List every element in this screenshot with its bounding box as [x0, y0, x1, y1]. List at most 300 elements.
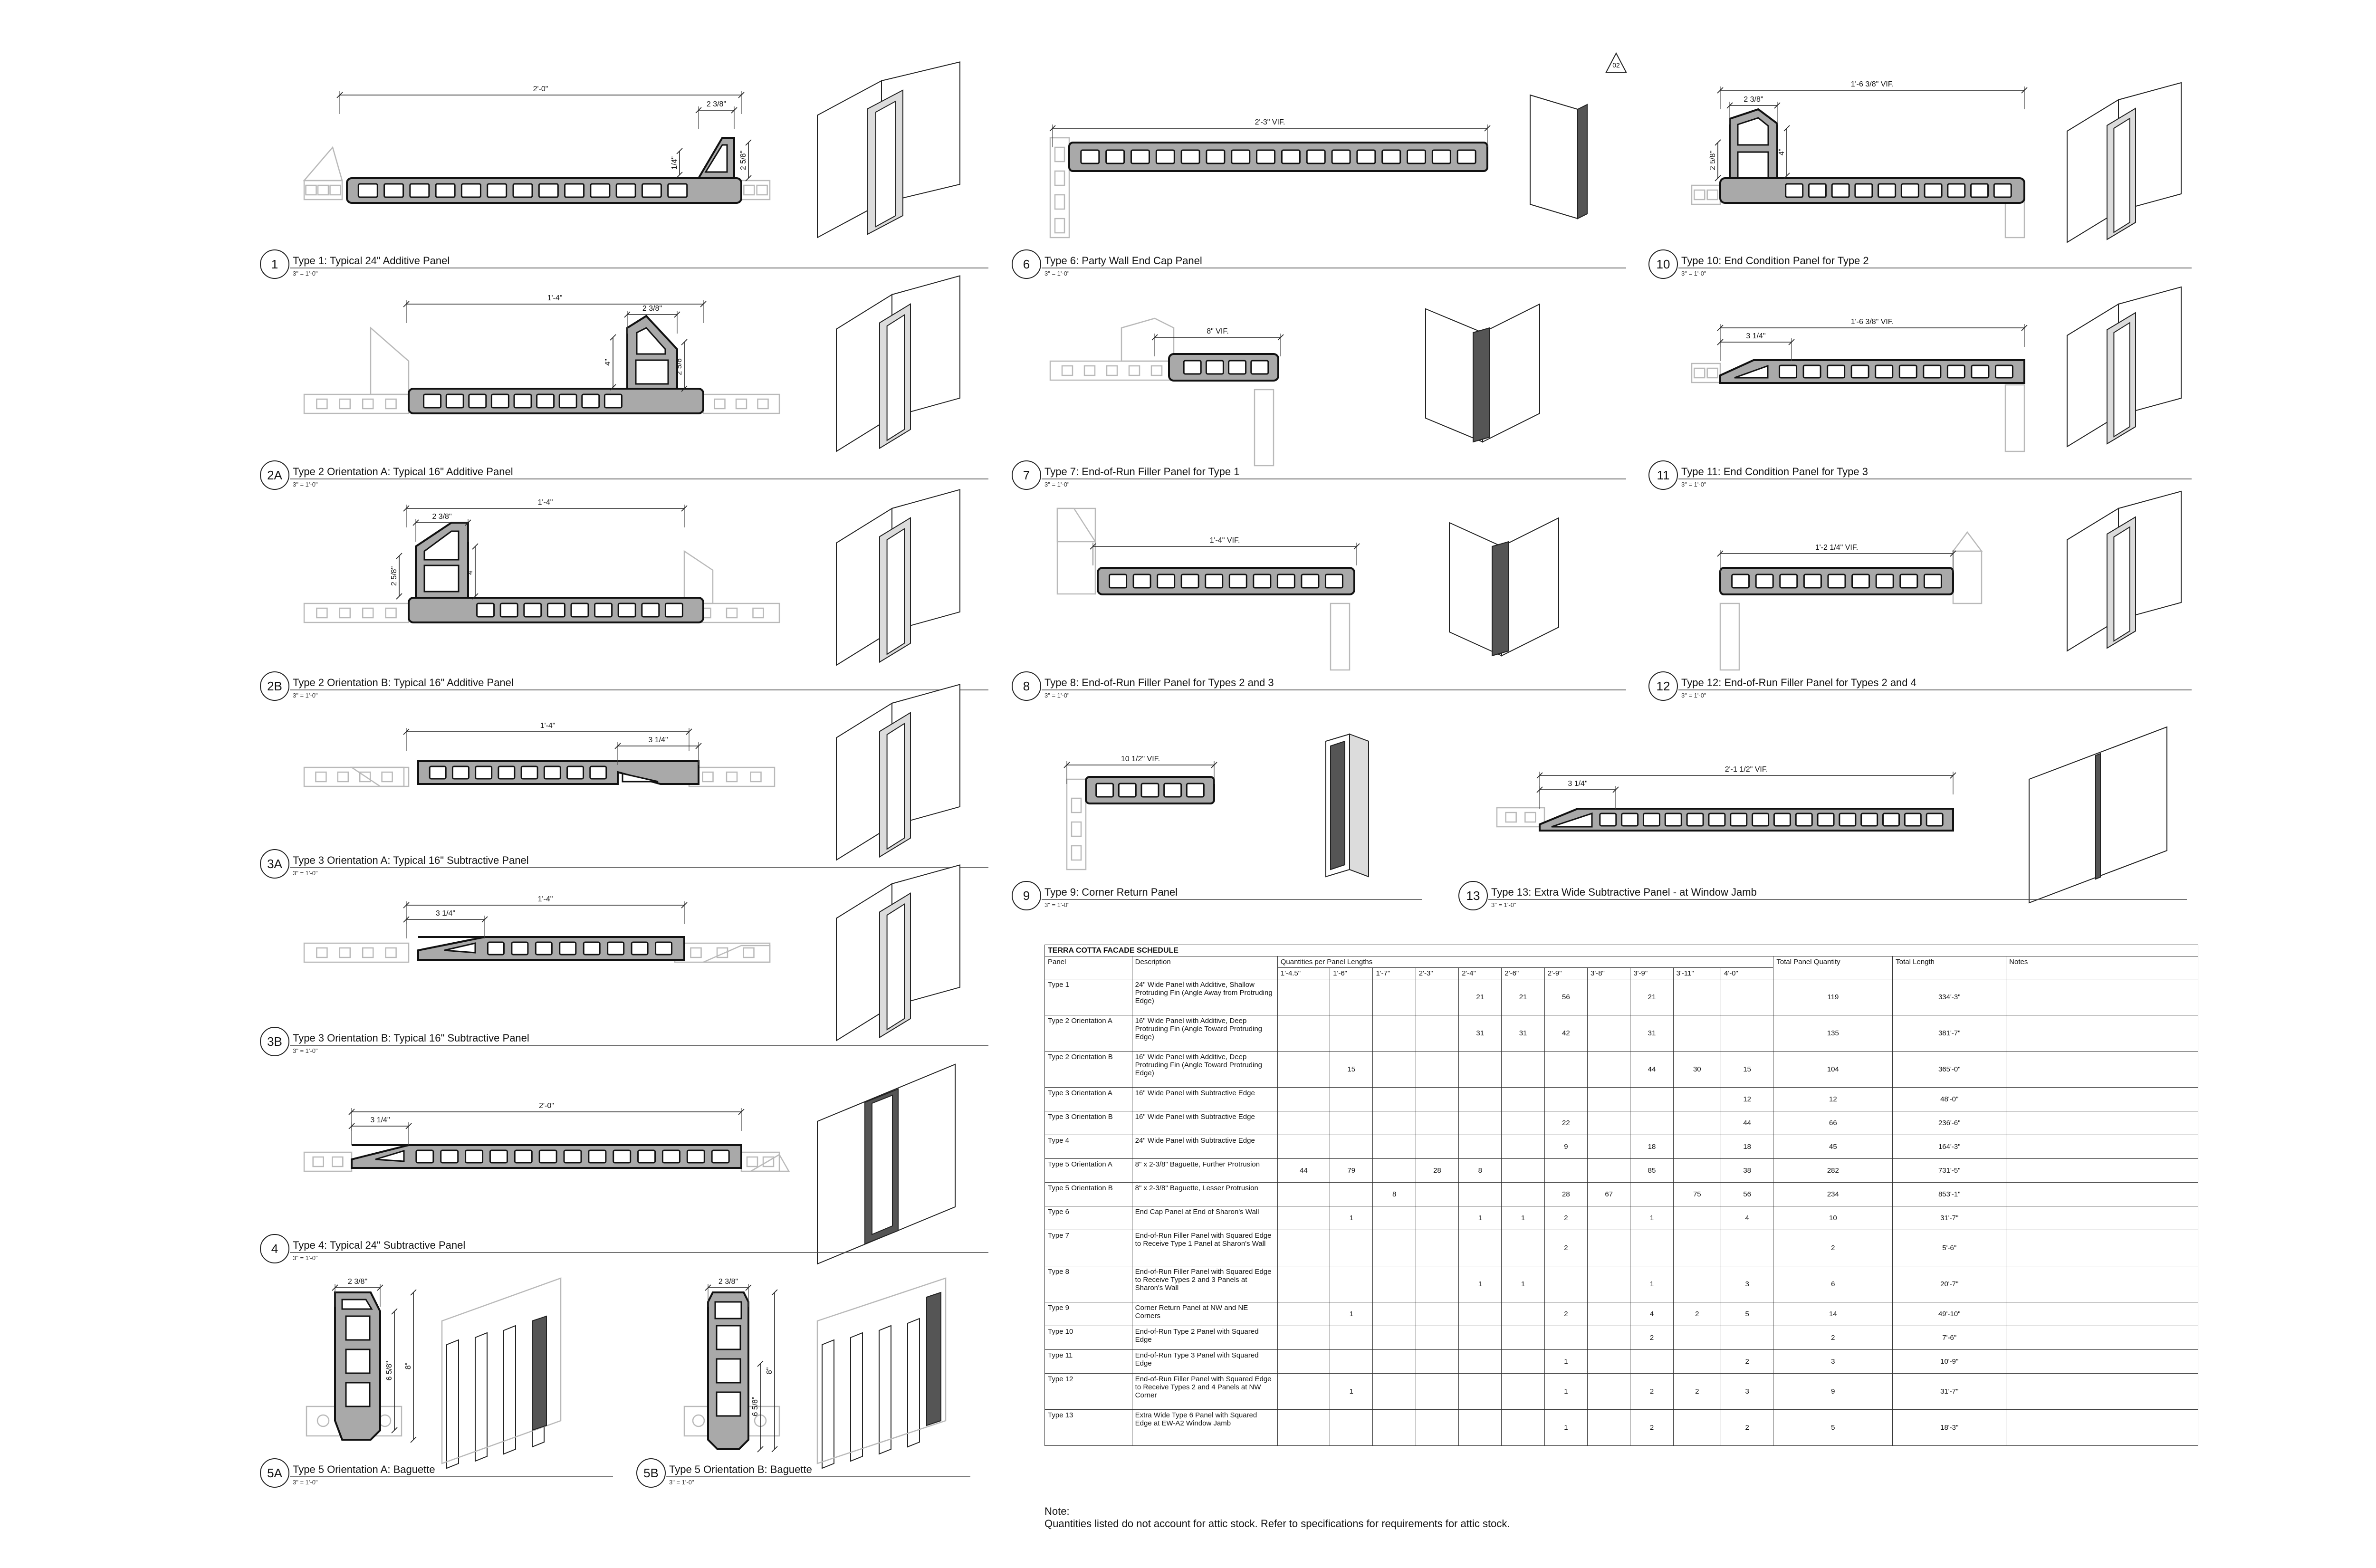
panel-cell: [488, 942, 504, 955]
detail-title: Type 3 Orientation A: Typical 16" Subtractive Panel: [293, 854, 529, 866]
dimension-label: 8" VIF.: [1207, 327, 1229, 335]
row-quantity: 1: [1544, 1350, 1587, 1374]
panel-cell: [1876, 365, 1893, 378]
row-panel: Type 2 Orientation A: [1045, 1015, 1132, 1052]
dimension-label: 1'-4": [537, 498, 553, 507]
panel-cell: [1861, 813, 1878, 826]
row-quantity: [1373, 1230, 1416, 1266]
row-quantity: [1502, 1350, 1544, 1374]
detail-5a: [260, 1278, 613, 1487]
row-quantity: [1673, 1111, 1721, 1135]
panel-cell: [1156, 150, 1174, 163]
adjacent-panel-ghost: [304, 394, 409, 413]
panel-cell: [1158, 574, 1175, 588]
dimension-label: 3 1/4": [370, 1116, 390, 1124]
row-quantity: [1673, 1206, 1721, 1230]
row-quantity: [1588, 1206, 1630, 1230]
panel-cell: [1096, 784, 1113, 797]
row-quantity: [1373, 1135, 1416, 1159]
row-quantity: [1277, 1230, 1330, 1266]
row-quantity: 2: [1673, 1302, 1721, 1326]
row-description: Extra Wide Type 6 Panel with Squared Edge at EW-A2 Window Jamb: [1132, 1410, 1277, 1446]
row-panel: Type 6: [1045, 1206, 1132, 1230]
panel-cell: [638, 1150, 655, 1163]
detail-11: [1649, 287, 2192, 489]
adjacent-panel-ghost: [304, 943, 409, 962]
panel-cell: [477, 603, 494, 617]
panel-cell: [1994, 184, 2011, 197]
detail-number: 2B: [267, 679, 282, 693]
row-quantity: [1673, 1015, 1721, 1052]
panel-cell: [1357, 150, 1375, 163]
panel-cell: [1883, 813, 1899, 826]
dimension-label: 1/4": [671, 156, 679, 170]
panel-cell: [512, 942, 528, 955]
row-quantity: 2: [1721, 1410, 1773, 1446]
row-notes: [2006, 1266, 2198, 1302]
panel-cell: [662, 1150, 680, 1163]
row-quantity: 56: [1544, 979, 1587, 1015]
row-quantity: [1544, 1326, 1587, 1350]
adjacent-panel-ghost: [741, 181, 770, 200]
length-header-3: 2'-3": [1416, 968, 1458, 979]
row-total-quantity: 2: [1773, 1326, 1893, 1350]
detail-title: Type 6: Party Wall End Cap Panel: [1044, 255, 1202, 267]
row-quantity: [1416, 1183, 1458, 1206]
detail-title: Type 9: Corner Return Panel: [1044, 886, 1178, 898]
panel-cell: [446, 394, 463, 408]
row-quantity: 2: [1544, 1206, 1587, 1230]
row-quantity: [1330, 1326, 1373, 1350]
row-panel: Type 3 Orientation B: [1045, 1111, 1132, 1135]
detail-1: [260, 62, 988, 278]
row-quantity: 2: [1673, 1374, 1721, 1410]
dimension-label: 2'-0": [539, 1102, 554, 1110]
row-description: 16" Wide Panel with Subtractive Edge: [1132, 1111, 1277, 1135]
row-total-quantity: 6: [1773, 1266, 1893, 1302]
adjacent-panel-ghost: [304, 767, 404, 786]
detail-number: 10: [1656, 257, 1670, 271]
panel-cell: [513, 184, 532, 197]
row-quantity: [1373, 1326, 1416, 1350]
row-quantity: [1459, 1374, 1502, 1410]
row-quantity: [1277, 979, 1330, 1015]
row-panel: Type 8: [1045, 1266, 1132, 1302]
row-quantity: [1330, 1350, 1373, 1374]
schedule-row: [1045, 1266, 2198, 1302]
row-quantity: 21: [1630, 979, 1673, 1015]
panel-cell: [1081, 150, 1099, 163]
dimension-label: 4": [466, 568, 474, 575]
row-description: 24" Wide Panel with Additive, Shallow Protruding Fin (Angle Away from Protruding Edge): [1132, 979, 1277, 1015]
schedule-header-quantities: Quantities per Panel Lengths: [1277, 956, 1773, 968]
schedule-header-total-length: Total Length: [1893, 956, 2006, 979]
panel-cell: [712, 1150, 729, 1163]
row-description: End-of-Run Filler Panel with Squared Edge to Receive Types 2 and 4 Panels at NW Corner: [1132, 1374, 1277, 1410]
panel-cell: [1277, 574, 1294, 588]
row-quantity: [1277, 1266, 1330, 1302]
panel-cell: [1876, 574, 1893, 588]
adjacent-panel-ghost: [304, 181, 342, 200]
panel-cell: [1786, 184, 1803, 197]
row-quantity: 75: [1673, 1183, 1721, 1206]
panel-cell: [537, 394, 554, 408]
row-quantity: [1588, 1230, 1630, 1266]
panel-cell: [1832, 184, 1849, 197]
row-notes: [2006, 1350, 2198, 1374]
detail-number: 8: [1023, 679, 1030, 693]
row-quantity: [1330, 1230, 1373, 1266]
row-quantity: 31: [1459, 1015, 1502, 1052]
panel-cell: [1995, 365, 2012, 378]
row-quantity: [1459, 1350, 1502, 1374]
length-header-4: 2'-4": [1459, 968, 1502, 979]
row-quantity: [1588, 1326, 1630, 1350]
row-total-length: 31'-7": [1893, 1206, 2006, 1230]
row-total-quantity: 2: [1773, 1230, 1893, 1266]
panel-cell: [1307, 150, 1325, 163]
revision-tag: [1606, 53, 1626, 72]
row-total-length: 7'-6": [1893, 1326, 2006, 1350]
row-description: 16" Wide Panel with Subtractive Edge: [1132, 1088, 1277, 1111]
dimension-label: 2 5/8": [675, 355, 683, 375]
row-panel: Type 5 Orientation B: [1045, 1183, 1132, 1206]
row-quantity: [1588, 1350, 1630, 1374]
row-quantity: 1: [1502, 1266, 1544, 1302]
row-quantity: [1673, 1088, 1721, 1111]
dimension-label: 10 1/2" VIF.: [1121, 755, 1160, 763]
panel-cell: [618, 603, 635, 617]
detail-title: Type 3 Orientation B: Typical 16" Subtractive Panel: [293, 1032, 529, 1044]
row-quantity: [1544, 1159, 1587, 1183]
panel-cell: [564, 1150, 581, 1163]
row-panel: Type 2 Orientation B: [1045, 1052, 1132, 1088]
panel-cell: [1839, 813, 1856, 826]
detail-3b: [260, 865, 988, 1056]
schedule-row: [1045, 1111, 2198, 1135]
row-description: End-of-Run Filler Panel with Squared Edge to Receive Types 2 and 3 Panels at Sharon's Wall: [1132, 1266, 1277, 1302]
panel-cell: [608, 942, 624, 955]
detail-number: 11: [1657, 468, 1670, 482]
row-quantity: 44: [1630, 1052, 1673, 1088]
row-quantity: [1588, 1088, 1630, 1111]
row-quantity: 2: [1630, 1374, 1673, 1410]
dimension-label: 8": [404, 1362, 412, 1370]
row-quantity: [1588, 1111, 1630, 1135]
panel-cell: [668, 184, 687, 197]
row-quantity: [1588, 1374, 1630, 1410]
schedule-header-notes: Notes: [2006, 956, 2198, 979]
row-total-length: 10'-9": [1893, 1350, 2006, 1374]
panel-cell: [1332, 150, 1350, 163]
detail-scale: 3" = 1'-0": [293, 1479, 318, 1486]
detail-title: Type 4: Typical 24" Subtractive Panel: [293, 1239, 466, 1251]
row-quantity: [1416, 1015, 1458, 1052]
panel-cell: [461, 184, 480, 197]
row-quantity: [1373, 1052, 1416, 1088]
row-quantity: 9: [1544, 1135, 1587, 1159]
row-description: 24" Wide Panel with Subtractive Edge: [1132, 1135, 1277, 1159]
dimension-label: 1'-2 1/4" VIF.: [1815, 544, 1859, 552]
panel-cell: [687, 1150, 704, 1163]
row-total-quantity: 12: [1773, 1088, 1893, 1111]
row-quantity: [1721, 1015, 1773, 1052]
panel-cell: [616, 184, 635, 197]
row-quantity: [1416, 1410, 1458, 1446]
dimension-label: 2 3/8": [432, 513, 452, 521]
row-quantity: [1277, 1350, 1330, 1374]
row-quantity: [1459, 1135, 1502, 1159]
dimension-label: 4": [1778, 148, 1786, 156]
panel-cell: [559, 394, 576, 408]
panel-cell: [582, 394, 599, 408]
detail-scale: 3" = 1'-0": [293, 692, 318, 699]
panel-cell: [1947, 365, 1964, 378]
schedule-row: [1045, 1350, 2198, 1374]
row-quantity: [1588, 1052, 1630, 1088]
panel-cell: [1164, 784, 1181, 797]
length-header-6: 2'-9": [1544, 968, 1587, 979]
row-total-quantity: 3: [1773, 1350, 1893, 1374]
row-quantity: [1630, 1183, 1673, 1206]
detail-number: 9: [1023, 889, 1030, 903]
row-notes: [2006, 1302, 2198, 1326]
schedule-header-total-quantity: Total Panel Quantity: [1773, 956, 1893, 979]
row-quantity: [1277, 1135, 1330, 1159]
panel-cell: [1251, 361, 1268, 374]
schedule-row: [1045, 979, 2198, 1015]
panel-cell: [1110, 574, 1127, 588]
panel-cell: [1119, 784, 1136, 797]
row-total-quantity: 104: [1773, 1052, 1893, 1088]
row-quantity: [1502, 1052, 1544, 1088]
row-quantity: 1: [1330, 1206, 1373, 1230]
row-quantity: [1373, 1015, 1416, 1052]
panel-cell: [1206, 574, 1223, 588]
dimension-label: 3 1/4": [1746, 332, 1766, 340]
row-total-quantity: 119: [1773, 979, 1893, 1015]
row-quantity: [1673, 1230, 1721, 1266]
row-panel: Type 4: [1045, 1135, 1132, 1159]
panel-cell: [1852, 574, 1869, 588]
panel-cell: [491, 394, 508, 408]
panel-cell: [1643, 813, 1659, 826]
panel-cell: [1432, 150, 1450, 163]
adjacent-panel-ghost: [1050, 361, 1174, 380]
row-quantity: [1502, 1111, 1544, 1135]
detail-number: 3A: [267, 857, 282, 871]
row-quantity: [1588, 1266, 1630, 1302]
row-quantity: 85: [1630, 1159, 1673, 1183]
row-description: End Cap Panel at End of Sharon's Wall: [1132, 1206, 1277, 1230]
row-quantity: [1330, 1183, 1373, 1206]
detail-9: [1012, 734, 1422, 910]
row-quantity: [1502, 1230, 1544, 1266]
panel-cell: [1828, 574, 1845, 588]
dimension-label: 3 1/4": [1568, 780, 1588, 788]
row-quantity: 4: [1721, 1206, 1773, 1230]
row-notes: [2006, 1135, 2198, 1159]
row-quantity: [1416, 1088, 1458, 1111]
row-notes: [2006, 979, 2198, 1015]
schedule-row: [1045, 1206, 2198, 1230]
row-notes: [2006, 1111, 2198, 1135]
panel-cell: [1622, 813, 1638, 826]
dimension-label: 2 5/8": [739, 150, 747, 171]
row-quantity: 1: [1630, 1206, 1673, 1230]
panel-cell: [1753, 813, 1769, 826]
panel-cell: [1106, 150, 1124, 163]
row-quantity: [1373, 1111, 1416, 1135]
detail-5b: [637, 1278, 970, 1487]
row-total-length: 49'-10": [1893, 1302, 2006, 1326]
row-total-quantity: 135: [1773, 1015, 1893, 1052]
detail-number: 5A: [267, 1466, 282, 1480]
panel-cell: [1181, 574, 1198, 588]
row-quantity: [1673, 1135, 1721, 1159]
adjacent-panel-ghost: [304, 603, 409, 622]
adjacent-panel-ghost: [1497, 808, 1544, 827]
dimension-label: 2 5/8": [390, 566, 398, 586]
detail-3a: [260, 684, 988, 878]
row-quantity: 1: [1330, 1374, 1373, 1410]
detail-title: Type 8: End-of-Run Filler Panel for Types 2 and 3: [1044, 677, 1274, 688]
row-quantity: [1416, 1135, 1458, 1159]
length-header-10: 4'-0": [1721, 968, 1773, 979]
panel-cell: [1229, 361, 1246, 374]
row-quantity: 1: [1330, 1302, 1373, 1326]
panel-cell: [1687, 813, 1703, 826]
panel-cell: [1457, 150, 1475, 163]
row-quantity: 44: [1277, 1159, 1330, 1183]
panel-cell: [656, 942, 672, 955]
schedule-note: [1044, 1505, 1510, 1530]
length-header-5: 2'-6": [1502, 968, 1544, 979]
detail-title: Type 10: End Condition Panel for Type 2: [1681, 255, 1869, 267]
row-quantity: [1459, 1410, 1502, 1446]
panel-cell: [476, 766, 492, 779]
panel-cell: [1731, 813, 1747, 826]
row-quantity: [1673, 979, 1721, 1015]
panel-cell: [1901, 184, 1918, 197]
detail-title: Type 1: Typical 24" Additive Panel: [293, 255, 450, 267]
panel-cell: [591, 184, 610, 197]
row-quantity: [1459, 1230, 1502, 1266]
row-quantity: [1277, 1052, 1330, 1088]
detail-number: 7: [1023, 468, 1030, 482]
row-panel: Type 1: [1045, 979, 1132, 1015]
schedule-title: TERRA COTTA FACADE SCHEDULE: [1045, 945, 2198, 956]
row-quantity: [1277, 1183, 1330, 1206]
row-total-length: 164'-3": [1893, 1135, 2006, 1159]
row-panel: Type 9: [1045, 1302, 1132, 1326]
dimension-label: 2 3/8": [1744, 96, 1763, 104]
row-quantity: [1502, 1326, 1544, 1350]
row-quantity: [1673, 1159, 1721, 1183]
row-total-length: 18'-3": [1893, 1410, 2006, 1446]
row-quantity: [1277, 1015, 1330, 1052]
row-total-quantity: 45: [1773, 1135, 1893, 1159]
panel-cell: [469, 394, 486, 408]
row-notes: [2006, 1015, 2198, 1052]
panel-cell: [1803, 365, 1820, 378]
row-panel: Type 3 Orientation A: [1045, 1088, 1132, 1111]
row-quantity: [1416, 1206, 1458, 1230]
dimension-label: 1'-4" VIF.: [1209, 536, 1240, 545]
row-quantity: 18: [1721, 1135, 1773, 1159]
panel-cell: [1184, 361, 1201, 374]
panel-cell: [1905, 813, 1921, 826]
panel-cell: [1828, 365, 1845, 378]
row-quantity: 44: [1721, 1111, 1773, 1135]
row-quantity: 15: [1721, 1052, 1773, 1088]
row-notes: [2006, 1183, 2198, 1206]
panel-cell: [1254, 574, 1271, 588]
panel-cell: [1187, 784, 1204, 797]
panel-cell: [1948, 184, 1965, 197]
panel-cell: [632, 942, 648, 955]
panel-cell: [1302, 574, 1319, 588]
row-total-length: 853'-1": [1893, 1183, 2006, 1206]
panel-cell: [498, 766, 515, 779]
panel-cell: [547, 603, 565, 617]
detail-2a: [260, 276, 988, 489]
row-quantity: [1330, 1088, 1373, 1111]
row-quantity: [1416, 1230, 1458, 1266]
row-quantity: 31: [1630, 1015, 1673, 1052]
row-quantity: [1673, 1266, 1721, 1302]
row-panel: Type 12: [1045, 1374, 1132, 1410]
row-total-length: 5'-6": [1893, 1230, 2006, 1266]
panel-cell: [539, 184, 558, 197]
row-quantity: [1502, 1302, 1544, 1326]
row-description: End-of-Run Type 3 Panel with Squared Edge: [1132, 1350, 1277, 1374]
dimension-label: 4": [604, 359, 612, 366]
row-quantity: [1277, 1410, 1330, 1446]
row-quantity: 2: [1721, 1350, 1773, 1374]
detail-scale: 3" = 1'-0": [293, 1047, 318, 1054]
dimension-label: 3 1/4": [435, 909, 456, 918]
row-description: End-of-Run Filler Panel with Squared Edge to Receive Type 1 Panel at Sharon's Wall: [1132, 1230, 1277, 1266]
row-quantity: [1673, 1350, 1721, 1374]
panel-cell: [1972, 365, 1989, 378]
row-quantity: [1459, 1302, 1502, 1326]
row-quantity: 28: [1544, 1183, 1587, 1206]
panel-cell: [567, 766, 584, 779]
dimension-label: 2 3/8": [718, 1278, 738, 1286]
row-quantity: [1416, 1266, 1458, 1302]
row-quantity: 21: [1502, 979, 1544, 1015]
row-total-quantity: 66: [1773, 1111, 1893, 1135]
row-description: Corner Return Panel at NW and NE Corners: [1132, 1302, 1277, 1326]
row-quantity: [1588, 979, 1630, 1015]
row-quantity: [1416, 1302, 1458, 1326]
row-quantity: 42: [1544, 1015, 1587, 1052]
panel-cell: [1796, 813, 1812, 826]
row-quantity: [1330, 1111, 1373, 1135]
schedule-row: [1045, 1052, 2198, 1088]
detail-number: 2A: [267, 468, 282, 482]
panel-cell: [524, 603, 541, 617]
row-total-length: 731'-5": [1893, 1159, 2006, 1183]
length-header-1: 1'-6": [1330, 968, 1373, 979]
detail-number: 1: [271, 257, 278, 271]
detail-scale: 3" = 1'-0": [1681, 692, 1706, 699]
row-quantity: 4: [1630, 1302, 1673, 1326]
panel-cell: [604, 394, 622, 408]
detail-scale: 3" = 1'-0": [1491, 901, 1516, 908]
row-quantity: 15: [1330, 1052, 1373, 1088]
